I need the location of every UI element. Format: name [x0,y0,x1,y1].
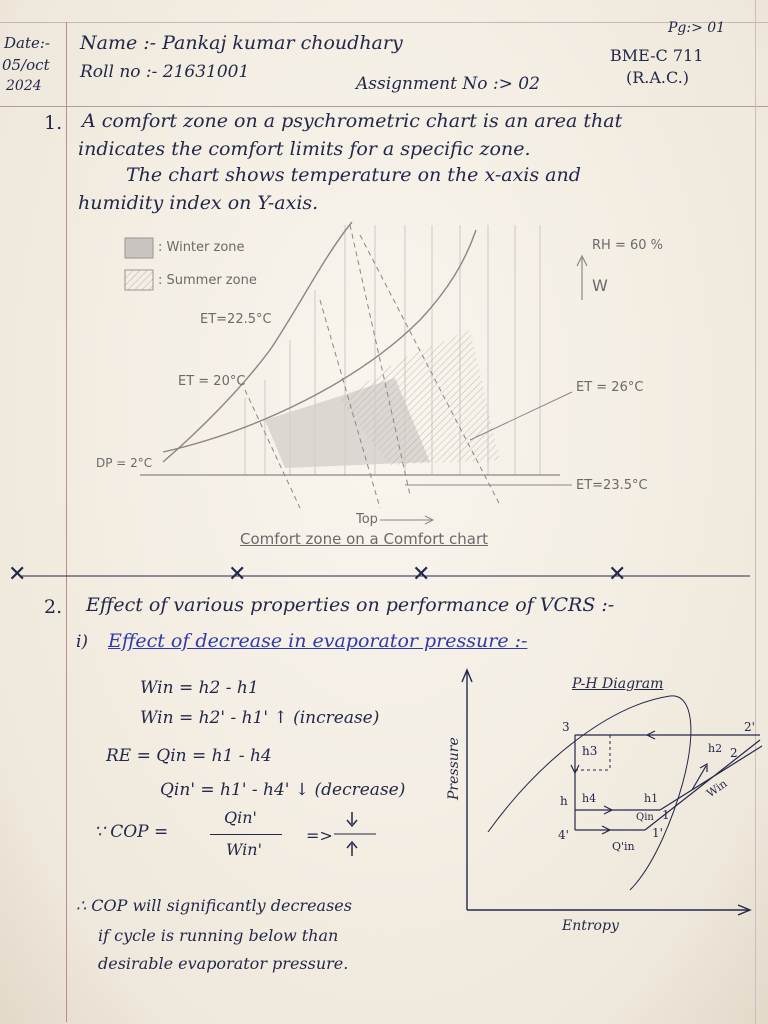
question-number: 1. [44,112,63,134]
separator-cross: ✕ [228,562,247,587]
legend-winter: : Winter zone [158,240,245,255]
chart-caption: Comfort zone on a Comfort chart [240,530,489,548]
answer-text: The chart shows temperature on the x-axis and [126,164,581,186]
course-subject: (R.A.C.) [626,68,690,87]
implies-symbol: => [306,826,333,845]
enthalpy-label: h3 [582,744,598,758]
point-label: 3 [562,720,570,734]
work-in-label: Win [704,776,730,801]
point-label: 4' [558,828,569,842]
student-name: Name :- Pankaj kumar choudhary [80,32,403,54]
heat-in-prime-label: Q'in [612,840,635,853]
date-year: 2024 [6,78,42,94]
equation: Win = h2' - h1' ↑ (increase) [140,708,380,728]
enthalpy-label: h4 [582,792,597,805]
point-label: 1' [652,826,663,840]
question-title: Effect of various properties on performance of VCRS :- [86,594,615,616]
enthalpy-label: h2 [708,742,723,755]
sub-index: i) [76,632,89,652]
ph-x-axis-label: Entropy [562,918,619,934]
conclusion-text: if cycle is running below than [98,926,339,945]
sub-title: Effect of decrease in evaporator pressure :- [108,630,528,652]
equation: RE = Qin = h1 - h4 [106,746,272,766]
label-et-26: ET = 26°C [576,380,644,395]
separator-cross: ✕ [608,562,627,587]
label-et-20: ET = 20°C [178,374,246,389]
label-et-23-5: ET=23.5°C [576,478,648,493]
equation: Win = h2 - h1 [140,678,259,698]
label-top: Top [356,512,378,527]
enthalpy-label: h1 [644,792,659,805]
equation: Qin' = h1' - h4' ↓ (decrease) [160,780,406,800]
cop-denominator: Win' [226,840,262,859]
point-label: 1 [662,808,670,822]
course-code: BME-C 711 [610,46,704,65]
label-dp: DP = 2°C [96,456,153,470]
separator-cross: ✕ [8,562,27,587]
assignment-number: Assignment No :> 02 [356,74,540,94]
separator-cross: ✕ [412,562,431,587]
ph-y-axis-label: Pressure [446,737,462,800]
enthalpy-label: h [560,794,568,808]
conclusion-text: desirable evaporator pressure. [98,954,349,973]
point-label: 2' [744,720,755,734]
cop-label: ∵ COP = [94,822,169,842]
point-label: 2 [730,746,738,760]
answer-text: A comfort zone on a psychrometric chart is an area that [82,110,623,132]
label-rh: RH = 60 % [592,238,663,253]
conclusion-text: ∴ COP will significantly decreases [76,896,352,915]
answer-text: humidity index on Y-axis. [78,192,319,214]
heat-in-label: Qin [636,812,654,823]
label-w: W [592,276,608,295]
label-et-22-5: ET=22.5°C [200,312,272,327]
ph-title: P-H Diagram [572,676,664,692]
answer-text: indicates the comfort limits for a specific zone. [78,138,531,160]
page-number: Pg:> 01 [668,20,726,36]
roll-number: Roll no :- 21631001 [80,62,250,82]
legend-summer: : Summer zone [158,273,257,288]
question-number: 2. [44,596,63,618]
date-value: 05/oct [2,56,50,74]
date-label: Date:- [4,34,50,52]
cop-numerator: Qin' [224,808,257,827]
